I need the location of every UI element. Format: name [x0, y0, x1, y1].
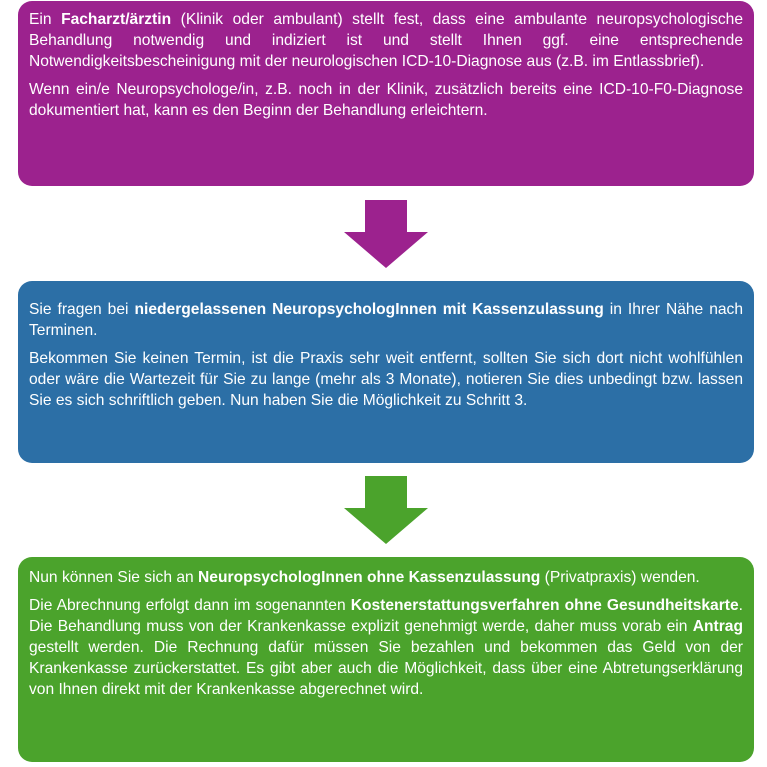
- step-2-text: Sie fragen bei: [29, 301, 135, 318]
- step-2-highlight: niedergelassenen NeuropsychologInnen mit Kassenzulassung: [134, 301, 604, 318]
- step-1-box: [18, 1, 754, 186]
- step-1-text: (Klinik oder ambulant) stellt fest, dass eine ambulante neuropsychologische Behandlung notwendig und indiziert ist und stellt Ihnen ggf. eine entsprechende Notwendigkeitsbescheinigung mit der neurologischen ICD-10-Diagnose aus (z.B. im Entlassbrief).: [29, 11, 744, 70]
- step-3-text: (Privatpraxis) wenden.: [540, 569, 700, 586]
- step-3-highlight: NeuropsychologInnen ohne Kassenzulassung: [198, 569, 541, 586]
- arrow-down-icon-shape: [344, 200, 428, 268]
- arrow-down-icon-shape: [344, 476, 428, 544]
- step-1-text: Ein: [29, 11, 62, 28]
- step-3-text: Nun können Sie sich an: [29, 569, 199, 586]
- step-2-paragraph-2: Bekommen Sie keinen Termin, ist die Praxis sehr weit entfernt, sollten Sie sich dort nicht wohlfühlen oder wäre die Wartezeit für Sie zu lange (mehr als 3 Monate), notieren Sie dies unbedingt bzw. lassen Sie es sich schriftlich geben. Nun haben Sie die Möglichkeit zu Schritt 3.: [29, 350, 743, 409]
- arrow-down-icon: [344, 200, 428, 268]
- step-3-text: . Die Behandlung muss von der Krankenkasse explizit genehmigt werde, daher muss vorab ein: [29, 597, 743, 635]
- step-3-highlight: Kostenerstattungsverfahren ohne Gesundheitskarte: [350, 597, 739, 614]
- step-1-paragraph-1: [29, 9, 743, 72]
- step-1-paragraph-2: Wenn ein/e Neuropsychologe/in, z.B. noch in der Klinik, zusätzlich bereits eine ICD-10-F0-Diagnose dokumentiert hat, kann es den Beginn der Behandlung erleichtern.: [29, 81, 743, 119]
- step-1-highlight: Facharzt/ärztin: [61, 11, 172, 28]
- step-3-highlight: Antrag: [692, 618, 743, 635]
- step-2-box: [18, 281, 754, 463]
- arrow-down-icon: [344, 476, 428, 544]
- step-3-text: Die Abrechnung erfolgt dann im sogenannten: [29, 597, 351, 614]
- step-2-paragraph-1: [29, 299, 743, 341]
- step-3-paragraph-1: [29, 567, 743, 588]
- step-3-text: gestellt werden. Die Rechnung dafür müssen Sie bezahlen und bekommen das Geld von der Krankenkasse zurückerstattet. Es gibt aber auch die Möglichkeit, dass über eine Abtretungserklärung von Ihnen direkt mit der Krankenkasse abgerechnet wird.: [29, 639, 743, 698]
- step-3-paragraph-2: [29, 595, 743, 700]
- step-3-box: [18, 557, 754, 762]
- step-2-text: in Ihrer Nähe nach Terminen.: [29, 301, 744, 339]
